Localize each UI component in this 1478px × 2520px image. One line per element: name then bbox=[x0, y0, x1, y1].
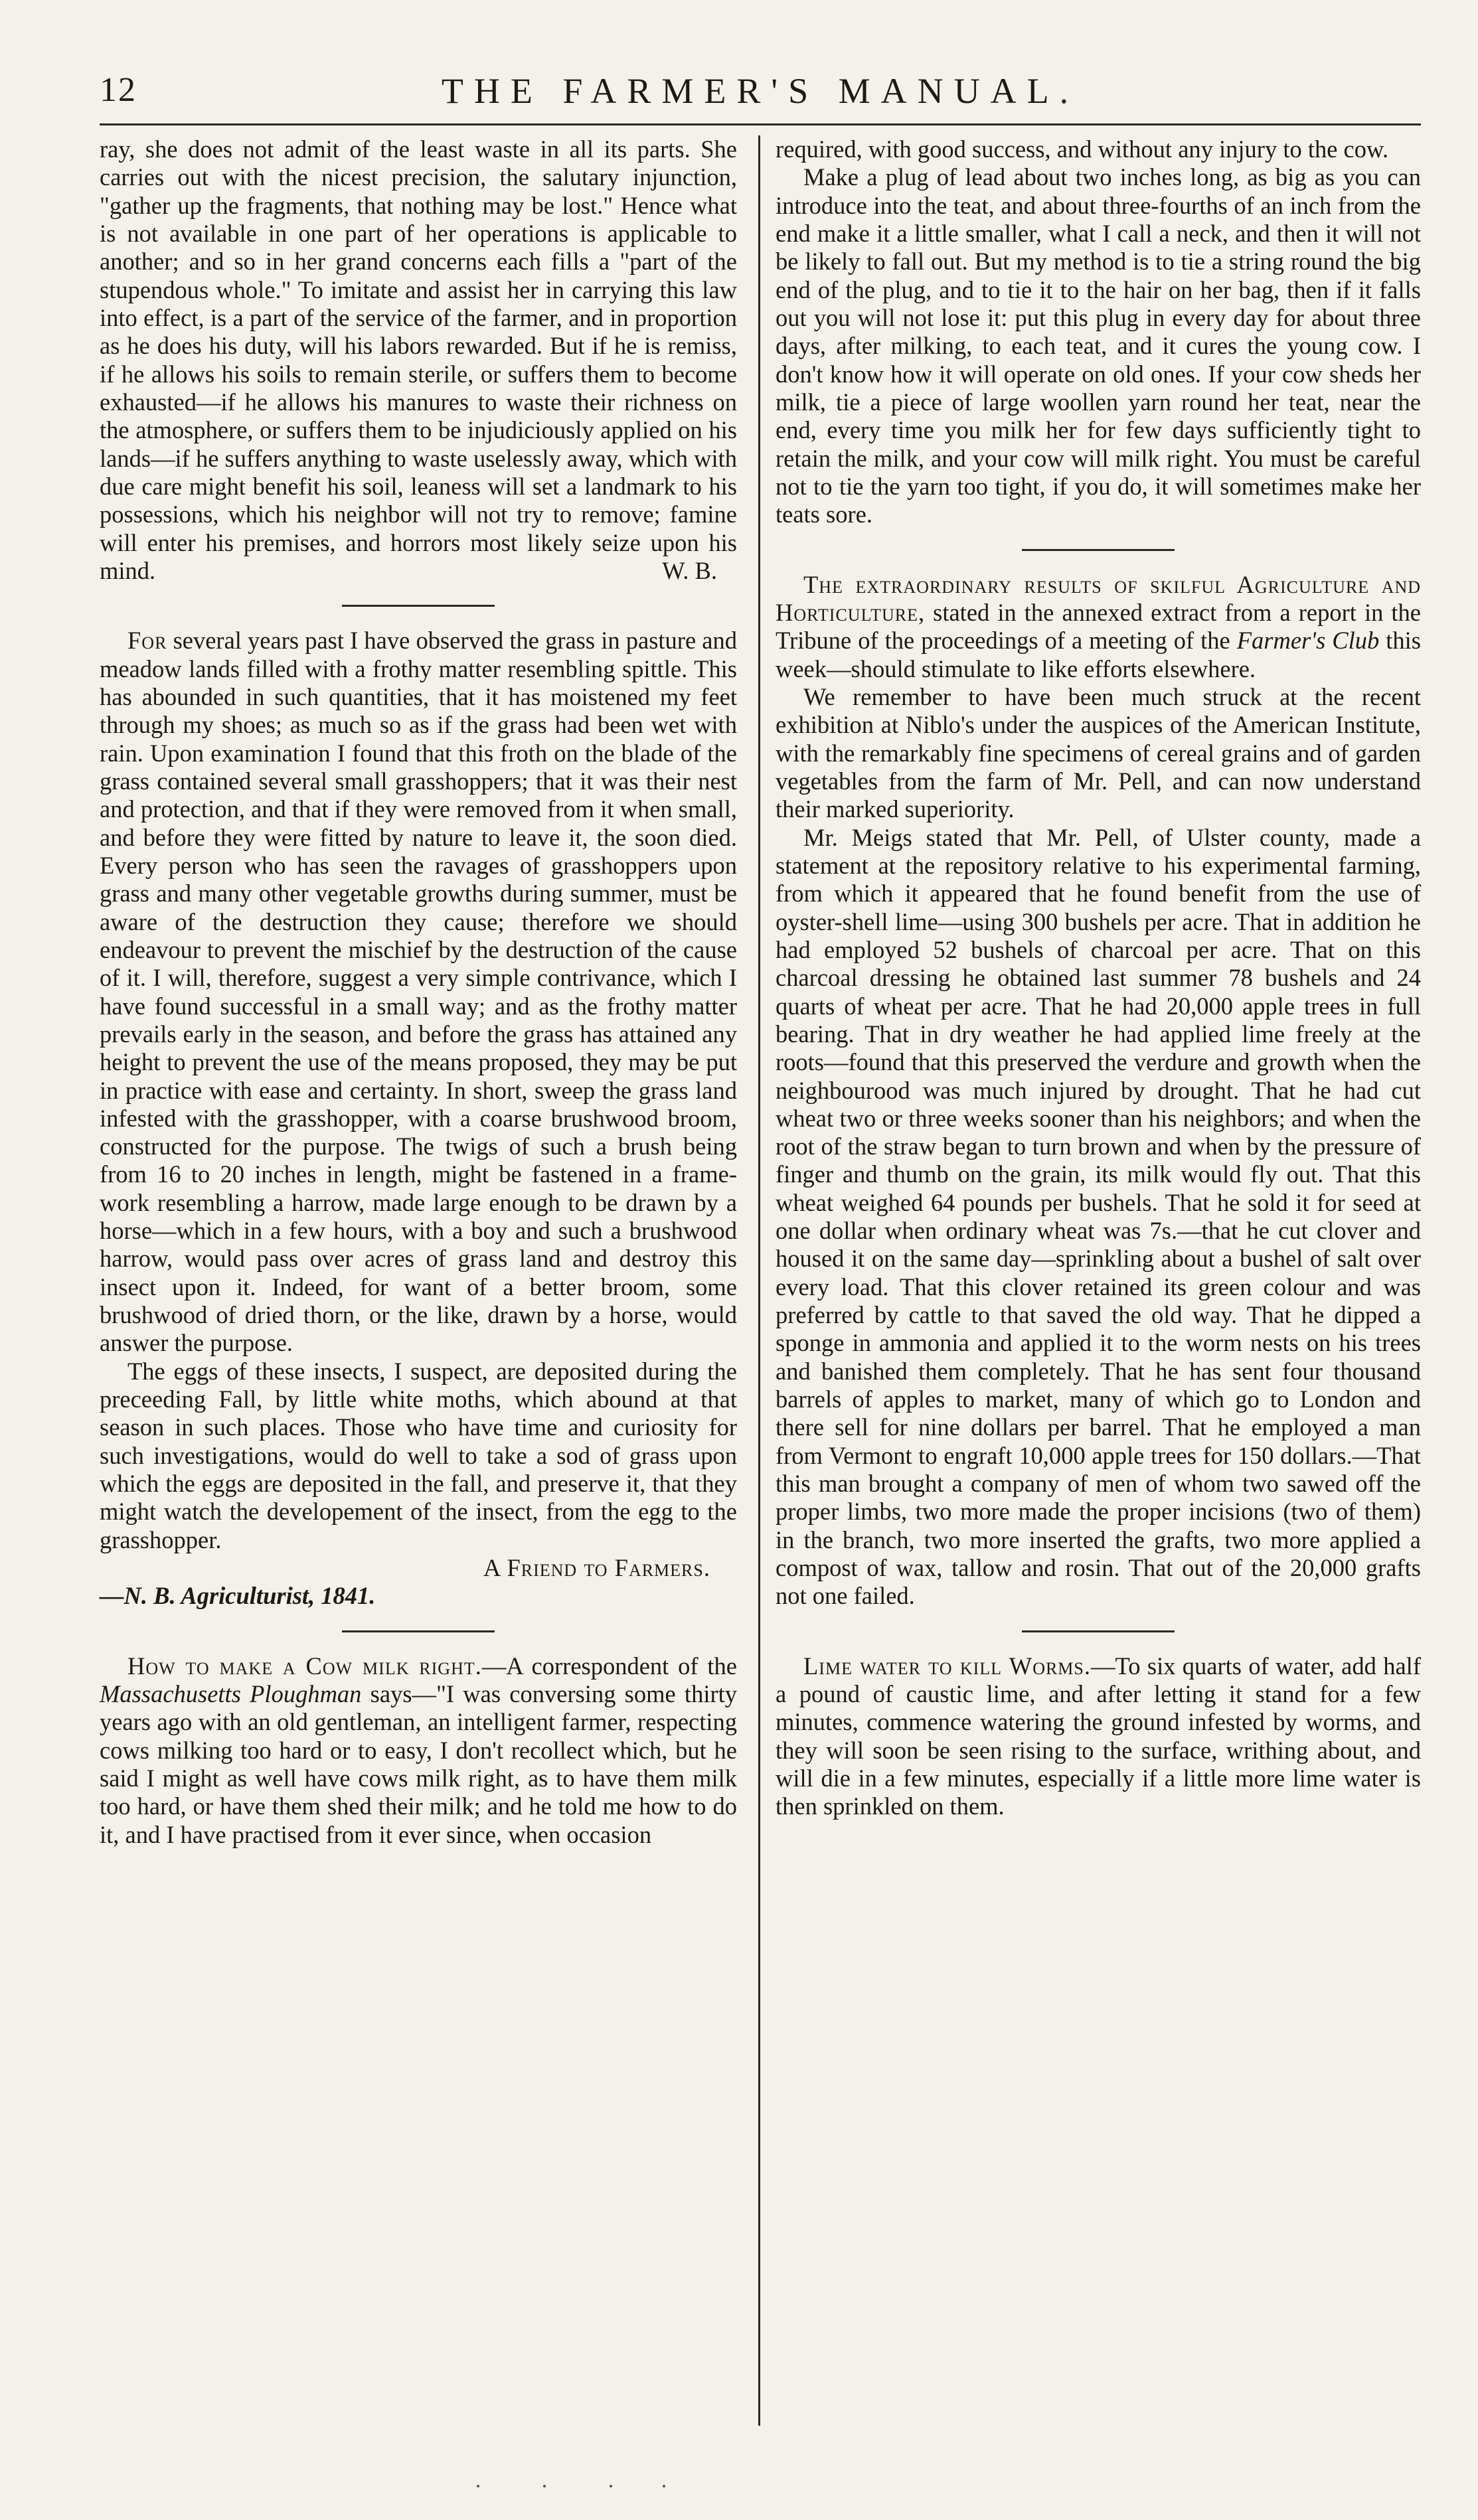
pell-intro: The extraordinary results of skilful Agriculture and Horticulture, stated in the annexed extract from a report in the Tribune of the proceedings of a meeting of the Farmer's Club this week—should stimulate to like efforts elsewhere. bbox=[776, 570, 1421, 682]
grasshopper-signature: A Friend to Farmers. bbox=[483, 1554, 710, 1582]
footer-print-marks bbox=[465, 2483, 730, 2489]
cow-continued-1: required, with good success, and without any injury to the cow. bbox=[776, 135, 1389, 163]
grasshopper-paragraph-1: For several years past I have observed the grass in pasture and meadow lands filled with a frothy matter resembling spittle. This has abounded in such quantities, that it has moistened my feet through my shoes; as much so as if the grass had been wet with rain. Upon examination I found that this froth on the blade of the grass contained several small grasshoppers; that it was their nest and protection, and that if they were removed from it when small, and before they were fitted by nature to leave it, the soon died. Every person who has seen the ravages of grasshoppers upon grass and many other vegetable growths during summer, must be aware of the destruction they cause; therefore we should endeavour to prevent the mischief by the destruction of the cause of it. I will, therefore, suggest a very simple contrivance, which I have found successful in a small way; and as the frothy matter prevails early in the season, and before the grass has attained any height to prevent the use of the means proposed, they may be put in practice with ease and certainty. In short, sweep the grass land infested with the grasshopper, with a coarse brushwood broom, constructed for the purpose. The twigs of such a brush being from 16 to 20 inches in length, might be fastened in a frame-work resembling a harrow, made large enough to be drawn by a horse—which in a few hours, with a boy and such a brushwood harrow, would pass over acres of grass land and destroy this insect upon it. Indeed, for want of a better broom, some brushwood of dried thorn, or the like, drawn by a horse, would answer the purpose. bbox=[100, 627, 737, 1357]
section-divider bbox=[342, 1630, 495, 1632]
lime-water-heading: Lime water to kill Worms. bbox=[803, 1652, 1092, 1680]
wb-article-text: ray, she does not admit of the least waste in all its parts. She carries out with the nicest precision, the salutary injunction, "gather up the fragments, that nothing may be lost." Hence what is not available in one part of her operations is applicable to another; and so in her grand concerns each fills a "part of the stupendous whole." To imitate and assist her in carrying this law into effect, is a part of the service of the farmer, and in proportion as he does his duty, will his labors rewarded. But if he is remiss, if he allows his soils to remain sterile, or suffers them to become exhausted—if he allows his manures to waste their richness on the atmosphere, or suffers them to be injudiciously applied on his lands—if he suffers anything to waste uselessly away, which with due care might benefit his soil, leaness will set a landmark to his possessions, which his neighbor will not try to remove; famine will enter his premises, and horrors most likely seize upon his mind. W. B. bbox=[100, 135, 737, 584]
cow-continued-2: Make a plug of lead about two inches long, as big as you can introduce into the teat, and about three-fourths of an inch from the end make it a little smaller, what I call a neck, and then it will not be likely to fall out. But my method is to tie a string round the big end of the plug, and to tie it to the hair on her bag, then if it falls out you will not lose it: put this plug in every day for about three days, after milking, to each teat, and it cures the young cow. I don't know how it will operate on old ones. If your cow sheds her milk, tie a piece of large woollen yarn round her teat, near the end, every time you milk her for few days sufficiently tight to retain the milk, and your cow will milk right. You must be careful not to tie the yarn too tight, if you do, it will sometimes make her teats sore. bbox=[776, 163, 1421, 528]
header-rule bbox=[100, 123, 1421, 125]
farmers-club-name: Farmer's Club bbox=[1236, 627, 1380, 655]
section-divider bbox=[342, 605, 495, 607]
page-header bbox=[100, 70, 1421, 117]
pell-paragraph-2: We remember to have been much struck at the recent exhibition at Niblo's under the auspices of the American Institute, with the remarkably fine specimens of cereal grains and of garden vegetables from the farm of Mr. Pell, and can now understand their marked superiority. bbox=[776, 682, 1421, 823]
pell-paragraph-3: Mr. Meigs stated that Mr. Pell, of Ulster county, made a statement at the repository relative to his experimental farming, from which it appeared that he found benefit from the use of oyster-shell lime—using 300 bushels per acre. That in addition he had employed 52 bushels of charcoal per acre. That on this charcoal dressing he obtained last summer 78 bushels and 24 quarts of wheat per acre. That he had 20,000 apple trees in full bearing. That in dry weather he had applied lime freely at the roots—found that this preserved the verdure and growth when the neighbourood was much injured by drought. That he had cut wheat two or three weeks sooner than his neighbors; and when the root of the straw began to turn brown and when by the pressure of finger and thumb on the grain, its milk would fly out. That this wheat weighed 64 pounds per bushels. That he sold it for seed at one dollar when ordinary wheat was 7s.—that he cut clover and housed it on the same day—sprinkling about a bushel of salt over every load. That this clover retained its green colour and was preferred by cattle to that saved the old way. That he dipped a sponge in ammonia and applied it to the worm nests on his trees and banished them completely. That he has sent four thousand barrels of apples to market, many of which go to London and there sell for nine dollars per barrel. That he employed a man from Vermont to engraft 10,000 apple trees for 150 dollars.—That this man brought a company of men of whom two sawed off the proper limbs, two more made the proper incisions (two of them) in the branch, two more inserted the grafts, two more applied a compost of wax, tallow and rosin. That out of the 20,000 grafts not one failed. bbox=[776, 823, 1421, 1610]
wb-signature: W. B. bbox=[662, 556, 717, 584]
grasshopper-attribution: —N. B. Agriculturist, 1841. bbox=[100, 1582, 376, 1610]
page-number: 12 bbox=[100, 71, 137, 109]
lime-water-article: Lime water to kill Worms.—To six quarts of water, add half a pound of caustic lime, and after letting it stand for a few minutes, commence watering the ground infested by worms, and they will soon be seen rising to the surface, writhing about, and will die in a few minutes, especially if a little more lime water is then sprinkled on them. bbox=[776, 1652, 1421, 1820]
section-divider bbox=[1022, 1630, 1175, 1632]
grasshopper-lead-word: For bbox=[127, 627, 167, 655]
pell-article-heading: The extraordinary results of skilful Agriculture and Horticulture, bbox=[776, 570, 1421, 626]
grasshopper-paragraph-2: The eggs of these insects, I suspect, are deposited during the preceeding Fall, by little white moths, which abound at that season in such places. Those who have time and curiosity for such investigations, would do well to take a sod of grass upon which the eggs are deposited in the fall, and preserve it, that they might watch the developement of the insect, from the egg to the grasshopper. bbox=[100, 1357, 737, 1553]
section-divider bbox=[1022, 549, 1175, 551]
column-divider bbox=[758, 135, 760, 2426]
right-column bbox=[776, 135, 1421, 1821]
cow-article-start: How to make a Cow milk right.—A correspondent of the Massachusetts Ploughman says—"I was conversing some thirty years ago with an old gentleman, an intelligent farmer, respecting cows milking too hard or to easy, I don't recollect which, but he said I might as well have cows milk right, as to have them milk too hard, or have them shed their milk; and he told me how to do it, and I have practised from it ever since, when occasion bbox=[100, 1652, 738, 1848]
cow-source-name: Massachusetts Ploughman bbox=[100, 1680, 362, 1708]
cow-article-heading: How to make a Cow milk right. bbox=[127, 1652, 482, 1680]
running-title: THE FARMER'S MANUAL. bbox=[441, 71, 1080, 111]
left-column bbox=[100, 135, 737, 1849]
